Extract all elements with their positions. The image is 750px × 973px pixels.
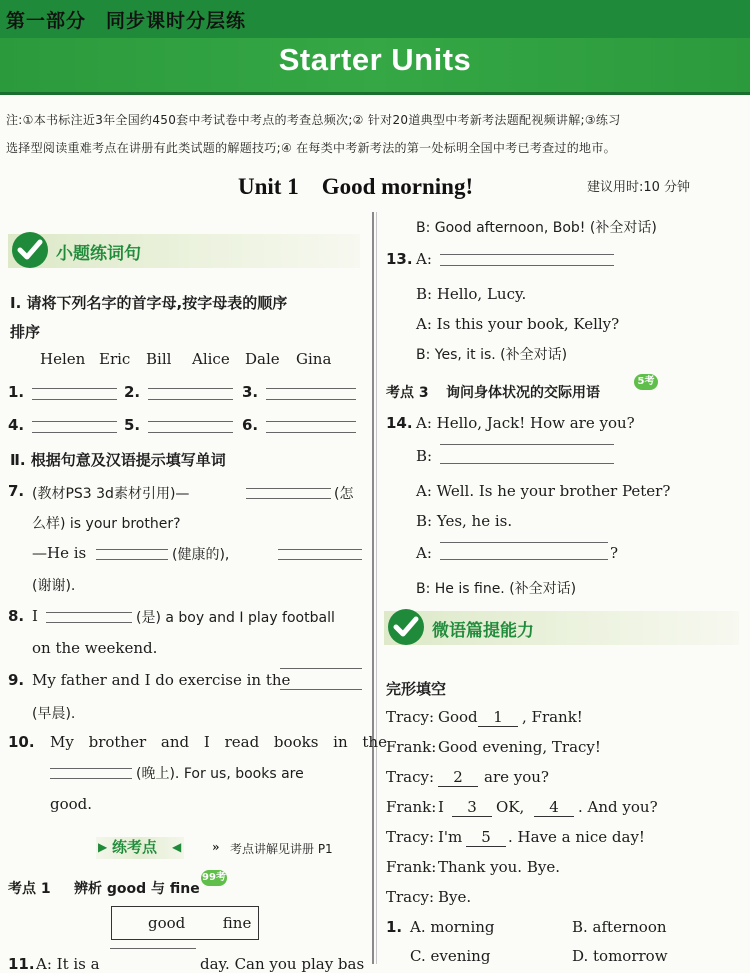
order-num-6: 6. bbox=[242, 416, 259, 434]
q7-text-d: —He is bbox=[32, 544, 87, 562]
dialog-speaker-2: Frank: bbox=[386, 738, 437, 756]
q11-text-a: A: It is a bbox=[36, 955, 100, 973]
q14-line-3: A: Well. Is he your brother Peter? bbox=[416, 482, 671, 500]
order-blank-1[interactable] bbox=[32, 388, 117, 400]
q13-blank[interactable] bbox=[440, 254, 614, 266]
q8-text-a: I bbox=[32, 607, 38, 625]
q14-line-2: B: bbox=[416, 447, 433, 465]
q14-question-mark: ? bbox=[610, 544, 619, 562]
part-label: 第一部分 同步课时分层练 bbox=[6, 10, 247, 32]
part2-heading: Ⅱ. 根据句意及汉语提示填写单词 bbox=[10, 451, 226, 469]
choice-d[interactable]: D. tomorrow bbox=[572, 947, 668, 965]
dialog-post-5: . Have a nice day! bbox=[508, 828, 645, 846]
cloze-blank-3[interactable]: 3 bbox=[452, 798, 492, 817]
dialog-speaker-7: Tracy: bbox=[386, 888, 435, 906]
dialog-speaker-4: Frank: bbox=[386, 798, 437, 816]
q13-line-2: B: Hello, Lucy. bbox=[416, 285, 527, 303]
q14-blank-1[interactable] bbox=[440, 444, 614, 464]
q10-number: 10. bbox=[8, 733, 35, 751]
q13-line-1: A: bbox=[416, 250, 432, 268]
part1-heading: Ⅰ. 请将下列名字的首字母,按字母表的顺序 bbox=[10, 294, 288, 312]
page-title: Starter Units bbox=[278, 42, 472, 77]
q10-text-c: good. bbox=[50, 795, 93, 813]
q14-blank-2[interactable] bbox=[440, 542, 608, 560]
name-gina: Gina bbox=[296, 350, 332, 368]
order-blank-2[interactable] bbox=[148, 388, 233, 400]
dialog-pre-7: Bye. bbox=[438, 888, 472, 906]
note-line-2: 选择型阅读重难考点在讲册有此类试题的解题技巧;④ 在每类中考新考法的第一处标明全国中考已考查过的地市。 bbox=[6, 141, 616, 155]
triangle-right-icon: ▶ bbox=[98, 840, 108, 854]
q7-blank-1[interactable] bbox=[246, 488, 331, 499]
order-num-4: 4. bbox=[8, 416, 25, 434]
part1-heading-2: 排序 bbox=[10, 323, 41, 341]
section-banner-text bbox=[384, 611, 739, 645]
dialog-pre-1: Good bbox=[438, 708, 478, 726]
choice-b[interactable]: B. afternoon bbox=[572, 918, 667, 936]
cloze-blank-4[interactable]: 4 bbox=[534, 798, 574, 817]
choice-number: 1. bbox=[386, 918, 403, 936]
note-line-1: 注:①本书标注近3年全国约450套中考试卷中考点的考查总频次;② 针对20道典型中考新考法题配视频讲解;③练习 bbox=[6, 113, 621, 127]
q7-text-a: (教材PS3 3d素材引用)— bbox=[32, 486, 190, 502]
practice-label: 练考点 bbox=[112, 838, 158, 856]
order-blank-6[interactable] bbox=[266, 421, 356, 433]
section-title-text: 微语篇提能力 bbox=[432, 621, 534, 641]
kp1-label: 考点 1 bbox=[8, 881, 51, 897]
double-arrow-icon: » bbox=[212, 840, 220, 854]
q7-blank-3[interactable] bbox=[278, 549, 362, 560]
name-dale: Dale bbox=[245, 350, 280, 368]
dialog-post-3: are you? bbox=[484, 768, 549, 786]
order-blank-4[interactable] bbox=[32, 421, 117, 433]
q14-line-4: B: Yes, he is. bbox=[416, 512, 513, 530]
q11-number: 11. bbox=[8, 955, 35, 973]
cloze-blank-2[interactable]: 2 bbox=[438, 768, 478, 787]
section-banner-words bbox=[8, 234, 360, 268]
q11-text-b: day. Can you play bas bbox=[200, 955, 365, 973]
q14-number: 14. bbox=[386, 414, 413, 432]
practice-ref: 考点讲解见讲册 P1 bbox=[230, 842, 333, 856]
q7-text-b: (怎 bbox=[334, 486, 354, 502]
order-num-1: 1. bbox=[8, 383, 25, 401]
q7-text-e: (健康的), bbox=[172, 547, 230, 563]
suggested-time: 建议用时:10 分钟 bbox=[587, 180, 691, 195]
dialog-speaker-1: Tracy: bbox=[386, 708, 435, 726]
title-band bbox=[0, 38, 750, 92]
choice-a[interactable]: A. morning bbox=[410, 918, 495, 936]
column-divider bbox=[372, 212, 374, 964]
q10-blank[interactable] bbox=[50, 768, 132, 779]
q7-text-c: 么样) is your brother? bbox=[32, 516, 181, 532]
q8-number: 8. bbox=[8, 607, 25, 625]
kp1-title: 辨析 good 与 fine bbox=[74, 881, 200, 897]
name-helen: Helen bbox=[40, 350, 86, 368]
q13-number: 13. bbox=[386, 250, 413, 268]
q7-blank-2[interactable] bbox=[96, 549, 168, 560]
section-title-words: 小题练词句 bbox=[56, 244, 141, 264]
unit-title: Unit 1 Good morning! bbox=[238, 174, 474, 199]
order-num-3: 3. bbox=[242, 383, 259, 401]
dialog-speaker-3: Tracy: bbox=[386, 768, 435, 786]
q14-line-1: A: Hello, Jack! How are you? bbox=[416, 414, 635, 432]
header-rule bbox=[0, 92, 750, 95]
q7-number: 7. bbox=[8, 482, 25, 500]
cloze-blank-1[interactable]: 1 bbox=[478, 708, 518, 727]
kp1-badge: 99考 bbox=[201, 870, 227, 886]
q13-line-4: B: Yes, it is. (补全对话) bbox=[416, 347, 568, 363]
kp3-badge: 5考 bbox=[634, 374, 658, 390]
order-num-2: 2. bbox=[124, 383, 141, 401]
q10-text-a: My brother and I read books in the bbox=[50, 733, 387, 751]
check-icon bbox=[12, 232, 48, 268]
name-bill: Bill bbox=[146, 350, 172, 368]
q9-blank[interactable] bbox=[280, 668, 362, 690]
kp3-label: 考点 3 bbox=[386, 385, 429, 401]
q8-text-c: on the weekend. bbox=[32, 639, 158, 657]
dialog-post-1: , Frank! bbox=[522, 708, 583, 726]
dialog-pre-4: I bbox=[438, 798, 444, 816]
dialog-speaker-6: Frank: bbox=[386, 858, 437, 876]
q13-line-3: A: Is this your book, Kelly? bbox=[416, 315, 620, 333]
kp3-title: 询问身体状况的交际用语 bbox=[446, 385, 600, 401]
q10-text-b: (晚上). For us, books are bbox=[136, 766, 304, 782]
dialog-pre-5: I'm bbox=[438, 828, 463, 846]
right-top-line: B: Good afternoon, Bob! (补全对话) bbox=[416, 220, 657, 236]
dialog-pre-2: Good evening, Tracy! bbox=[438, 738, 601, 756]
part-header-bar bbox=[0, 0, 750, 38]
q8-blank[interactable] bbox=[46, 612, 132, 623]
order-blank-3[interactable] bbox=[266, 388, 356, 400]
name-alice: Alice bbox=[192, 350, 230, 368]
q9-number: 9. bbox=[8, 671, 25, 689]
column-divider-inner bbox=[376, 212, 377, 964]
order-blank-5[interactable] bbox=[148, 421, 233, 433]
check-icon bbox=[388, 609, 424, 645]
cloze-blank-5[interactable]: 5 bbox=[466, 828, 506, 847]
q11-blank[interactable] bbox=[110, 948, 196, 959]
dialog-speaker-5: Tracy: bbox=[386, 828, 435, 846]
name-eric: Eric bbox=[99, 350, 131, 368]
cloze-title: 完形填空 bbox=[386, 680, 447, 698]
q14-line-6: B: He is fine. (补全对话) bbox=[416, 581, 577, 597]
choice-c[interactable]: C. evening bbox=[410, 947, 491, 965]
order-num-5: 5. bbox=[124, 416, 141, 434]
dialog-post-4: OK, bbox=[496, 798, 525, 816]
q8-text-b: (是) a boy and I play football bbox=[136, 610, 335, 626]
triangle-left-icon: ◀ bbox=[172, 840, 182, 854]
q9-text-a: My father and I do exercise in the bbox=[32, 671, 291, 689]
dialog-pre-6: Thank you. Bye. bbox=[438, 858, 560, 876]
word-box-text: good fine bbox=[148, 914, 252, 932]
q9-text-b: (早晨). bbox=[32, 706, 76, 722]
q7-text-f: (谢谢). bbox=[32, 578, 76, 594]
dialog-tail-4: . And you? bbox=[578, 798, 658, 816]
q14-line-5: A: bbox=[416, 544, 432, 562]
